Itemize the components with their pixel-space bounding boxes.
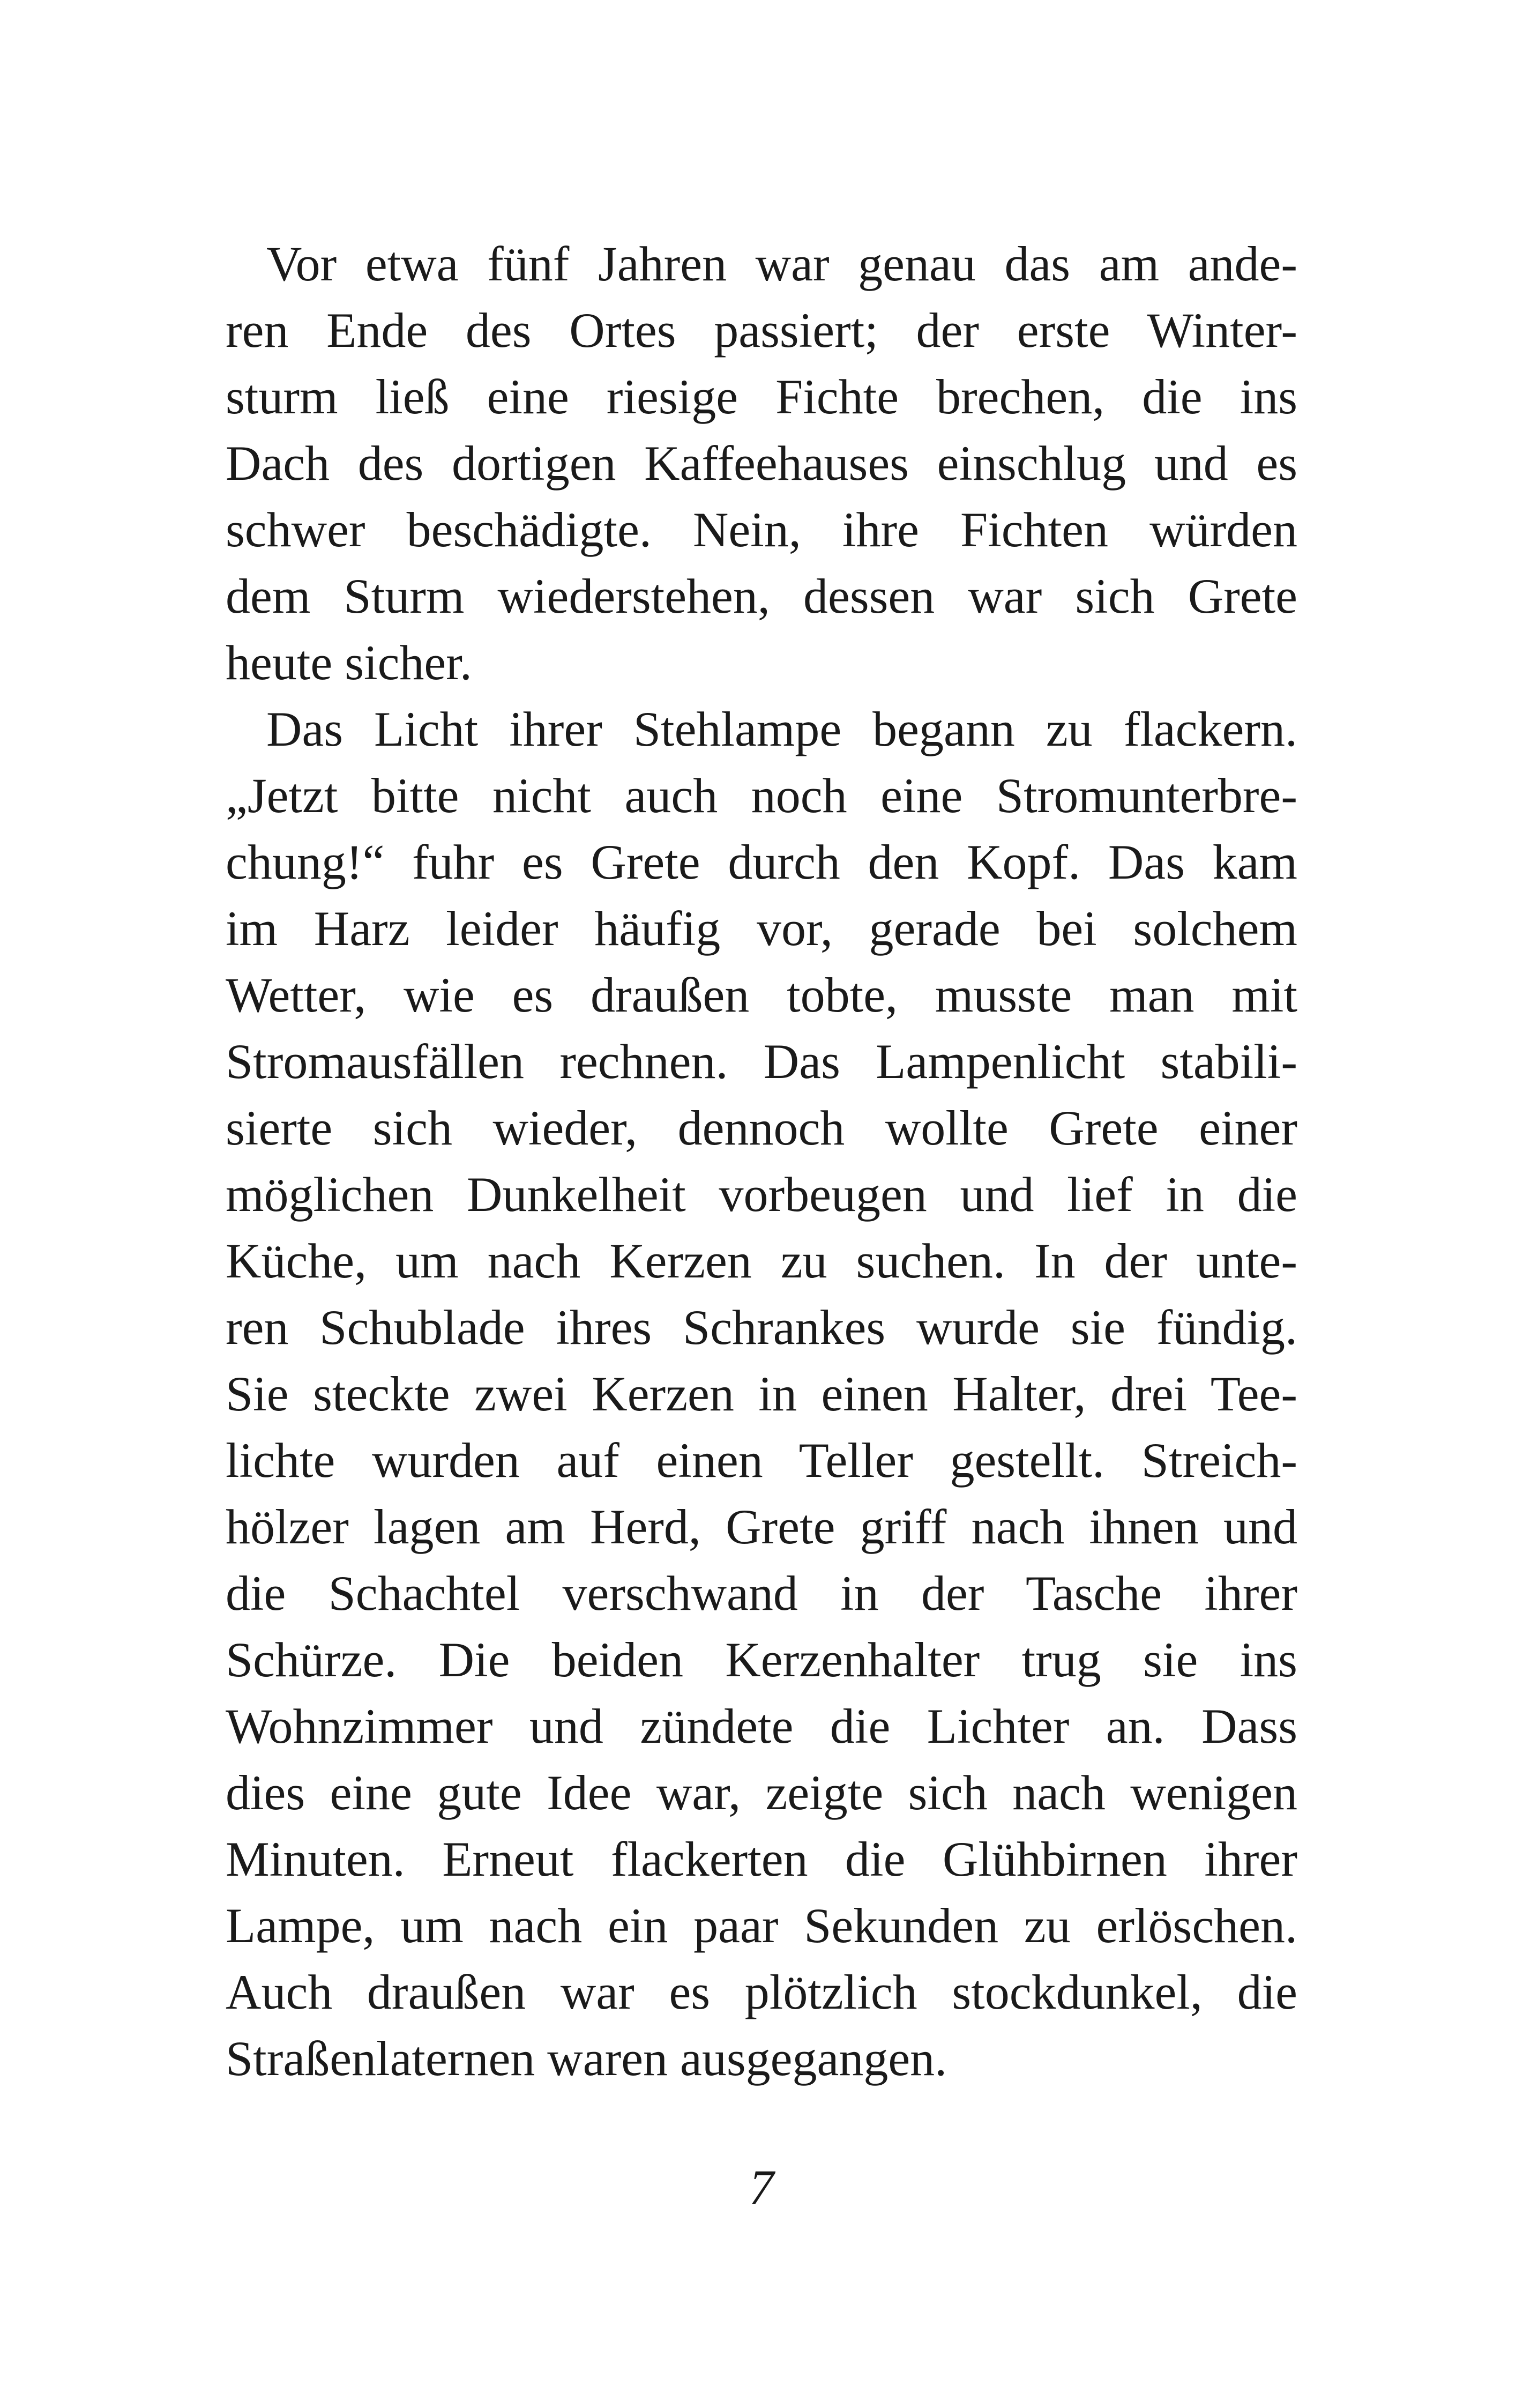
paragraph-2-line-20: Auch draußen war es plötzlich stockdunkel, die xyxy=(226,1965,1297,2019)
paragraph-2-line-7: sierte sich wieder, dennoch wollte Grete einer xyxy=(226,1101,1297,1155)
paragraph-2-line-21: Straßenlaternen waren ausgegangen. xyxy=(226,2031,947,2086)
paragraph-2-line-3: chung!“ fuhr es Grete durch den Kopf. Das kam xyxy=(226,835,1297,889)
paragraph-1-line-4: Dach des dortigen Kaffeehauses einschlug und es xyxy=(226,436,1297,490)
paragraph-2-line-10: ren Schublade ihres Schrankes wurde sie fündig. xyxy=(226,1300,1297,1355)
paragraph-2-line-1: Das Licht ihrer Stehlampe begann zu flackern. xyxy=(266,702,1297,756)
paragraph-2-line-15: Schürze. Die beiden Kerzenhalter trug sie ins xyxy=(226,1632,1297,1687)
paragraph-2-line-4: im Harz leider häufig vor, gerade bei solchem xyxy=(226,901,1297,956)
paragraph-1-line-7: heute sicher. xyxy=(226,635,472,690)
page-number: 7 xyxy=(749,2160,774,2214)
paragraph-2-line-19: Lampe, um nach ein paar Sekunden zu erlöschen. xyxy=(226,1898,1297,1953)
paragraph-1-line-2: ren Ende des Ortes passiert; der erste Winter- xyxy=(226,303,1297,358)
paragraph-2-line-13: hölzer lagen am Herd, Grete griff nach ihnen und xyxy=(226,1499,1297,1554)
paragraph-2-line-17: dies eine gute Idee war, zeigte sich nach wenigen xyxy=(226,1765,1297,1820)
paragraph-2-line-6: Stromausfällen rechnen. Das Lampenlicht stabili- xyxy=(226,1034,1297,1089)
paragraph-1-line-6: dem Sturm wiederstehen, dessen war sich Grete xyxy=(226,569,1297,623)
paragraph-2-line-12: lichte wurden auf einen Teller gestellt. Streich- xyxy=(226,1433,1297,1488)
paragraph-2-line-2: „Jetzt bitte nicht auch noch eine Stromunterbre- xyxy=(226,768,1297,823)
paragraph-2-line-14: die Schachtel verschwand in der Tasche ihrer xyxy=(226,1566,1297,1621)
paragraph-2-line-11: Sie steckte zwei Kerzen in einen Halter, drei Tee- xyxy=(226,1366,1297,1421)
paragraph-2-line-16: Wohnzimmer und zündete die Lichter an. Dass xyxy=(226,1699,1297,1753)
paragraph-2-line-9: Küche, um nach Kerzen zu suchen. In der unte- xyxy=(226,1233,1297,1288)
paragraph-1-line-1: Vor etwa fünf Jahren war genau das am ande- xyxy=(266,236,1297,291)
paragraph-1-line-5: schwer beschädigte. Nein, ihre Fichten würden xyxy=(226,502,1297,557)
paragraph-2-line-5: Wetter, wie es draußen tobte, musste man mit xyxy=(226,968,1297,1022)
paragraph-2-line-8: möglichen Dunkelheit vorbeugen und lief in die xyxy=(226,1167,1297,1222)
paragraph-2-line-18: Minuten. Erneut flackerten die Glühbirnen ihrer xyxy=(226,1832,1297,1886)
paragraph-1-line-3: sturm ließ eine riesige Fichte brechen, die ins xyxy=(226,369,1297,424)
